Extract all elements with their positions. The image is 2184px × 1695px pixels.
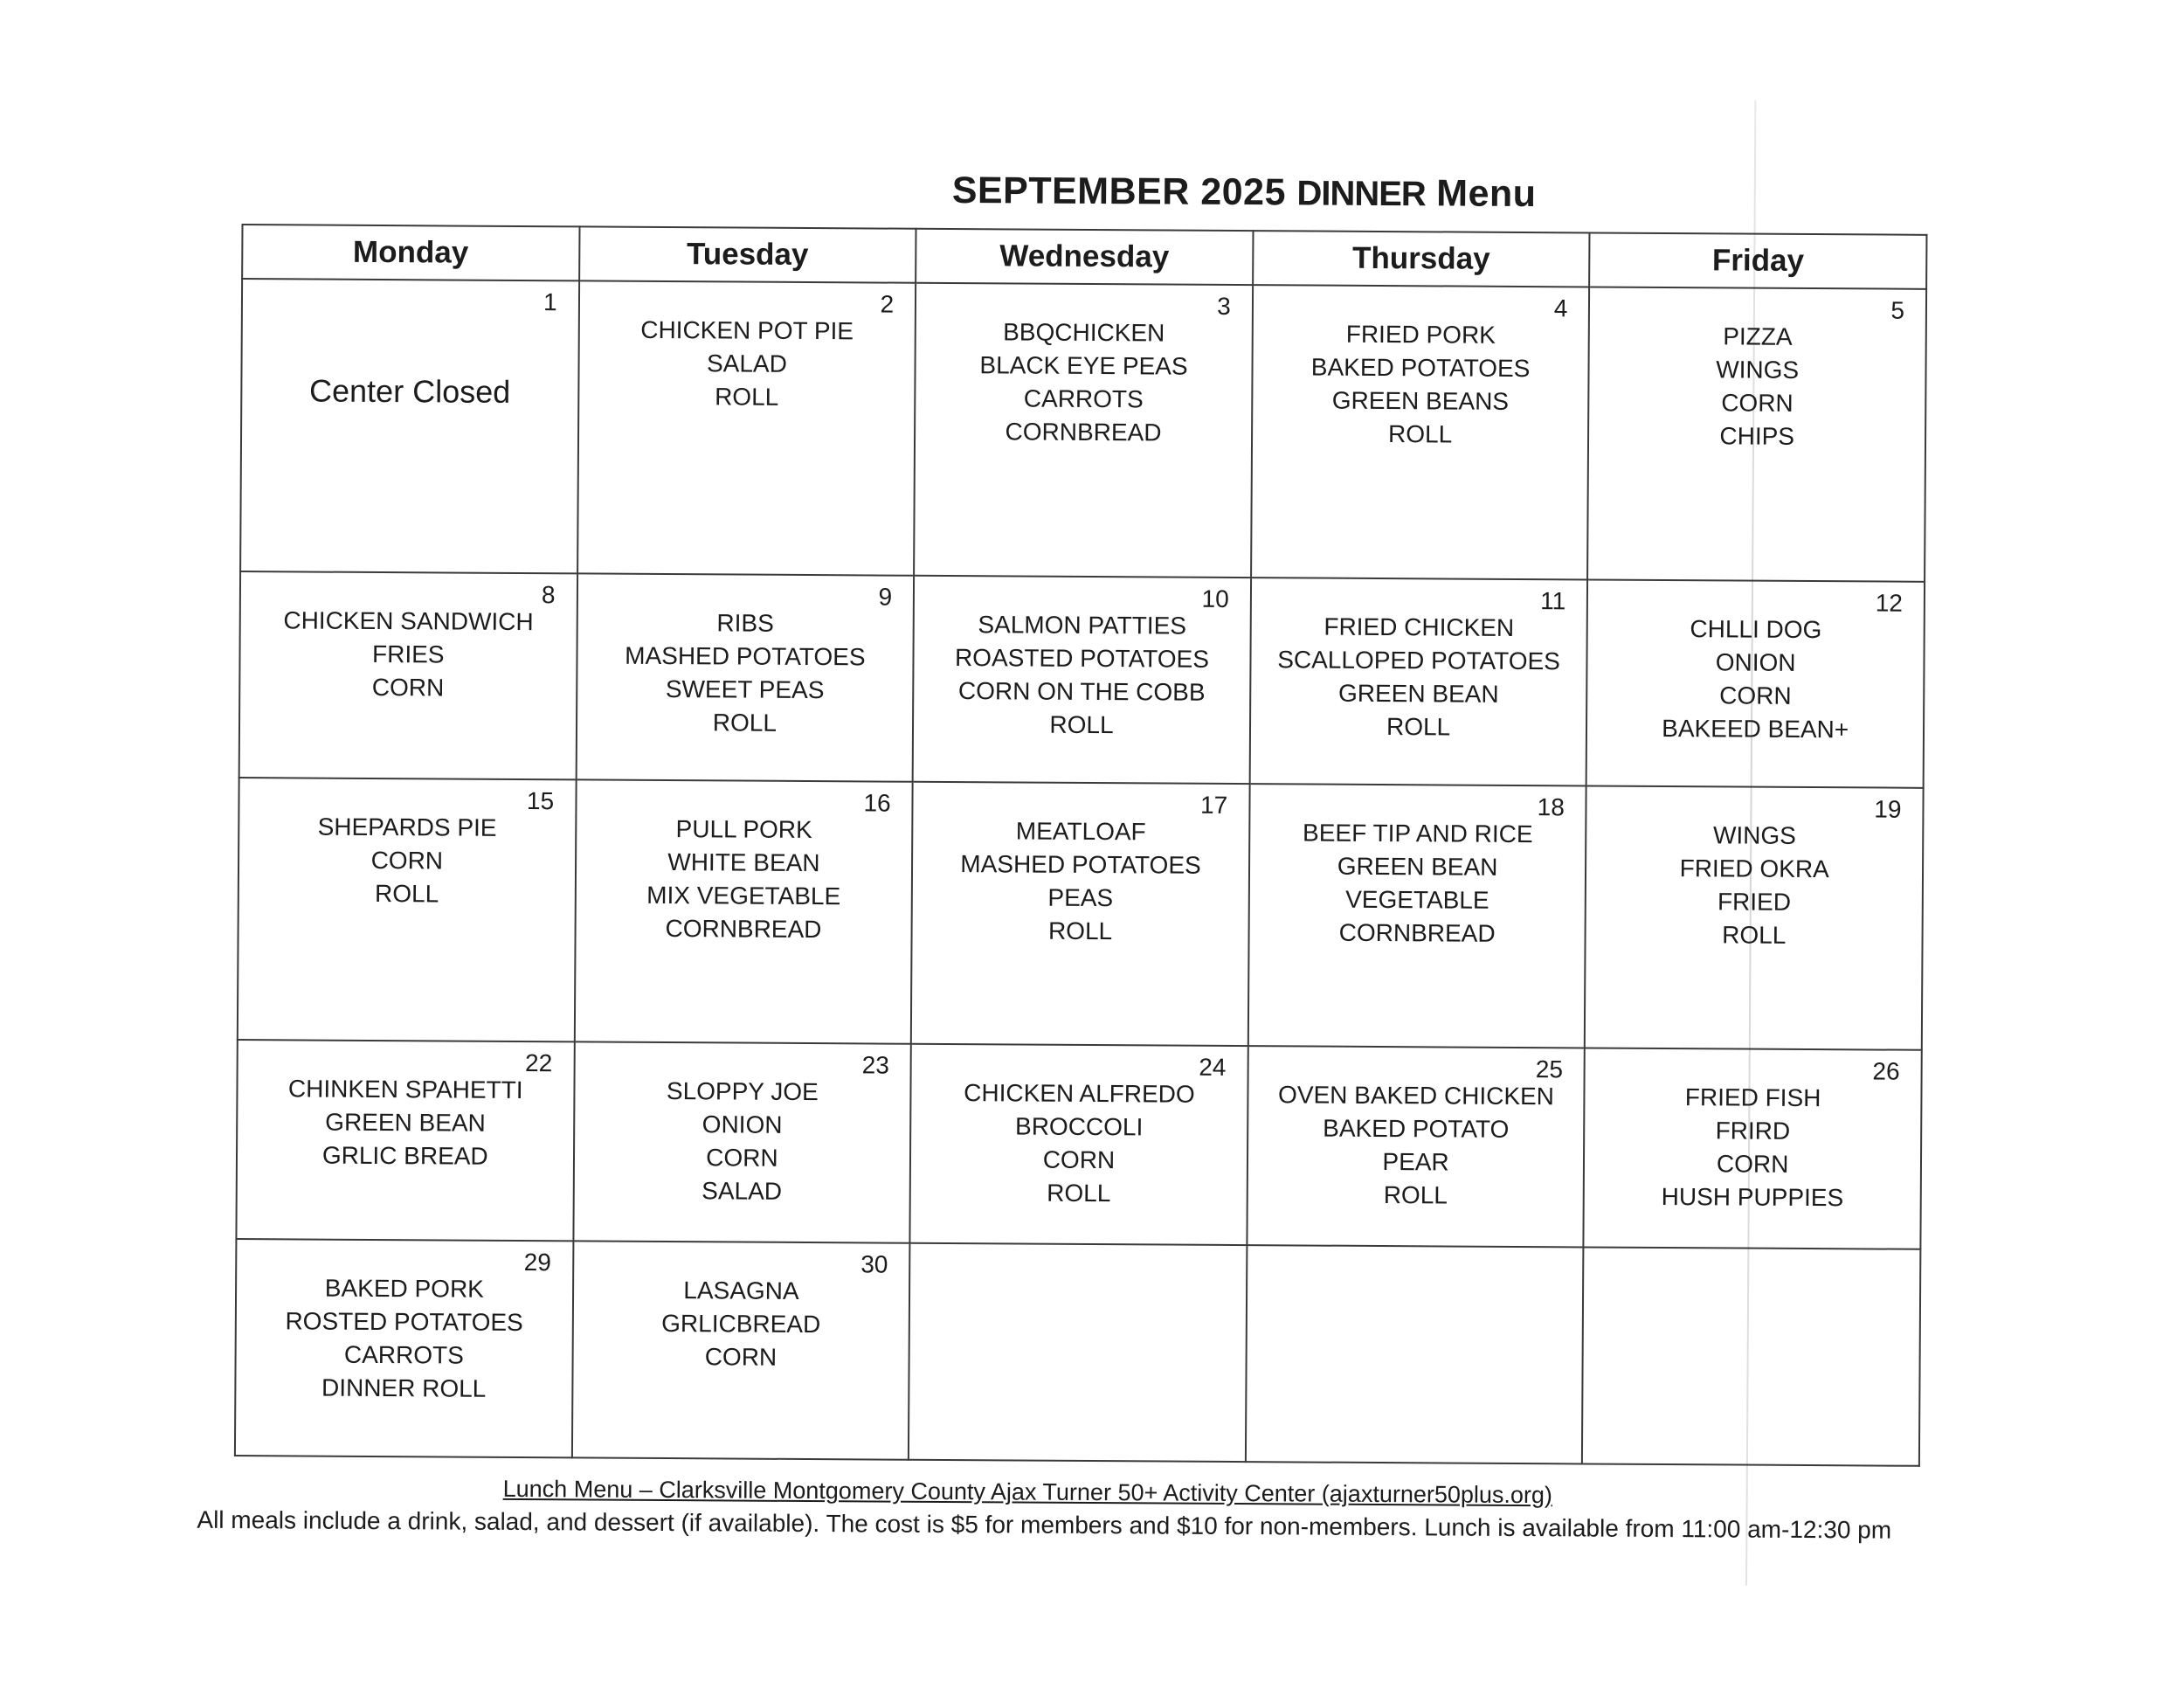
day-cell (239, 571, 577, 779)
day-cell (1582, 1247, 1920, 1465)
title-menu-word: Menu (1436, 172, 1537, 216)
calendar-body (235, 279, 1926, 1466)
day-cell (1246, 1245, 1584, 1463)
meal-item: PEAR (1382, 1148, 1449, 1176)
day-number: 2 (880, 290, 895, 318)
meal-list (1586, 786, 1923, 952)
title-meal-word: DINNER (1296, 174, 1426, 214)
day-number: 24 (1199, 1053, 1227, 1081)
day-number: 23 (861, 1051, 889, 1079)
meal-item: HUSH PUPPIES (1661, 1182, 1844, 1212)
meal-list (1589, 287, 1925, 453)
meal-item: CARROTS (1023, 384, 1144, 413)
day-number: 11 (1540, 587, 1566, 615)
meal-item: MASHED POTATOES (960, 850, 1201, 879)
day-cell (1247, 1046, 1585, 1247)
meal-item: CORNBREAD (1338, 918, 1496, 947)
day-cell (910, 1044, 1248, 1245)
day-number: 17 (1200, 791, 1228, 819)
meal-item: BAKED POTATOES (1310, 353, 1531, 383)
meal-item: BAKED POTATO (1323, 1114, 1510, 1143)
meal-item: ROLL (712, 709, 778, 737)
meal-item: ROASTED POTATOES (954, 644, 1210, 673)
meal-item: CORN (706, 1144, 778, 1172)
meal-item: SCALLOPED POTATOES (1277, 646, 1560, 675)
meal-item: CORNBREAD (665, 915, 822, 944)
meal-item: CHIPS (1719, 422, 1795, 450)
day-number: 1 (543, 288, 557, 316)
meal-item: CORN (1042, 1145, 1116, 1174)
meal-item: ROLL (1722, 921, 1787, 949)
week-row (235, 1239, 1920, 1466)
meal-list (916, 284, 1252, 450)
meal-item: BROCCOLI (1014, 1112, 1144, 1141)
meal-item: BBQCHICKEN (1003, 318, 1165, 347)
day-cell (577, 280, 916, 575)
meal-list (1248, 1246, 1583, 1279)
meal-item: CORNBREAD (1005, 418, 1162, 446)
week-row (238, 778, 1924, 1050)
meal-list (576, 780, 912, 946)
meal-item: MASHED POTATOES (625, 641, 866, 671)
meal-item: ONION (1715, 648, 1796, 676)
title-month-year: SEPTEMBER 2025 (951, 170, 1287, 214)
menu-calendar (234, 224, 1928, 1467)
meal-item: GREEN BEAN (1337, 679, 1499, 708)
meal-item: SHEPARDS PIE (317, 813, 497, 841)
meal-list (1585, 1048, 1921, 1214)
meal-item: PULL PORK (675, 815, 812, 844)
meal-item: ROLL (374, 879, 439, 908)
day-cell (571, 1241, 909, 1459)
weekday-header: Thursday (1253, 231, 1590, 287)
meal-item: WINGS (1716, 356, 1800, 384)
meal-item: SWEET PEAS (665, 675, 825, 704)
meal-item: WHITE BEAN (667, 848, 820, 877)
meal-list (911, 1045, 1248, 1211)
day-cell (1251, 285, 1590, 579)
day-cell (240, 279, 579, 573)
meal-item: CHLLI DOG (1690, 615, 1822, 644)
meal-list (913, 783, 1249, 949)
meal-item: CHICKEN ALFREDO (964, 1079, 1195, 1108)
meal-item: MEATLOAF (1015, 817, 1146, 846)
meal-list (238, 1041, 574, 1173)
meal-item: FRIRD (1715, 1117, 1791, 1145)
meal-list (579, 281, 916, 414)
day-number: 10 (1201, 585, 1229, 612)
day-cell (1584, 1048, 1922, 1249)
meal-item: DINNER ROLL (321, 1373, 487, 1402)
meal-list (914, 577, 1250, 743)
meal-list (239, 778, 576, 911)
day-cell (1587, 287, 1926, 581)
meal-list (242, 409, 577, 442)
meal-item: ROLL (1047, 917, 1113, 945)
meal-item: CARROTS (343, 1340, 464, 1369)
meal-list (1585, 1248, 1920, 1281)
meal-item: VEGETABLE (1345, 885, 1489, 914)
meal-item: GREEN BEAN (325, 1108, 486, 1137)
day-number: 25 (1535, 1055, 1564, 1083)
weekday-header: Tuesday (579, 226, 916, 282)
meal-list (1587, 580, 1924, 746)
day-number: 22 (525, 1049, 553, 1077)
meal-item: BAKED PORK (324, 1274, 485, 1303)
meal-item: CHICKEN POT PIE (640, 315, 854, 345)
day-cell (574, 779, 912, 1043)
day-cell (911, 782, 1249, 1046)
meal-list (1249, 785, 1586, 951)
day-number: 8 (541, 581, 556, 609)
menu-title (952, 170, 1546, 216)
day-number: 5 (1890, 296, 1905, 324)
day-number: 9 (878, 583, 893, 611)
meal-item: FRIED FISH (1684, 1083, 1821, 1112)
meal-item: OVEN BAKED CHICKEN (1278, 1081, 1555, 1110)
footer-center-line: Lunch Menu – Clarksville Montgomery County Ajax Turner 50+ Activity Center (ajaxturner50plus.org) (502, 1475, 1553, 1509)
meal-list (910, 1244, 1246, 1277)
weekday-header: Friday (1589, 232, 1926, 288)
meal-item: CORN (1719, 681, 1792, 709)
day-cell (1249, 578, 1587, 785)
day-number: 3 (1217, 292, 1231, 320)
day-cell (236, 1040, 574, 1241)
day-number: 15 (526, 787, 555, 815)
meal-item: CORN (704, 1343, 778, 1371)
meal-item: ROLL (1383, 1181, 1448, 1209)
meal-item: SALAD (706, 349, 787, 377)
meal-list (1253, 286, 1589, 452)
meal-item: ROLL (715, 383, 779, 411)
week-row (240, 279, 1926, 582)
meal-item: WINGS (1712, 821, 1797, 849)
day-cell (573, 1041, 911, 1242)
meal-item: FRIED (1717, 888, 1792, 916)
meal-item: SALMON PATTIES (978, 611, 1187, 640)
day-number: 16 (863, 789, 891, 817)
meal-item: CORN (1721, 389, 1794, 417)
meal-item: GREEN BEAN (1337, 852, 1498, 881)
meal-list (574, 1042, 910, 1208)
day-cell (238, 778, 576, 1041)
day-cell (1586, 579, 1925, 787)
meal-item: BLACK EYE PEAS (979, 351, 1188, 380)
meal-list (577, 574, 914, 740)
weekday-header: Wednesday (916, 229, 1253, 285)
weekday-header-row (242, 225, 1926, 289)
meal-item: CHINKEN SPAHETTI (287, 1075, 523, 1104)
day-cell (576, 573, 914, 781)
meal-list (573, 1242, 909, 1374)
meal-item: FRIES (371, 640, 445, 668)
meal-item: MIX VEGETABLE (646, 881, 841, 910)
meal-list (1248, 1047, 1584, 1213)
meal-item: ROSTED POTATOES (285, 1307, 523, 1337)
meal-item: SALAD (702, 1177, 783, 1205)
meal-list (240, 572, 577, 705)
meal-item: GRLIC BREAD (321, 1141, 488, 1170)
meal-item: ROLL (1049, 710, 1114, 739)
weekday-header: Monday (242, 225, 579, 280)
day-number: 4 (1553, 294, 1568, 322)
day-note: Center Closed (308, 372, 511, 410)
meal-item: CORN ON THE COBB (957, 677, 1206, 706)
meal-item: SLOPPY JOE (666, 1077, 819, 1106)
day-cell (913, 576, 1251, 784)
footer-meal-info: All meals include a drink, salad, and dessert (if available). The cost is $5 for members and $10 for non-members. Lunch is available from 11:00 am-12:30 pm (197, 1505, 1892, 1544)
meal-item: PEAS (1047, 883, 1114, 912)
meal-item: ROLL (1047, 1179, 1111, 1207)
meal-item: ROLL (1387, 420, 1453, 448)
week-row (236, 1040, 1921, 1249)
meal-item: FRIED CHICKEN (1324, 612, 1515, 641)
day-number: 29 (523, 1249, 551, 1276)
meal-list (236, 1240, 572, 1406)
day-number: 19 (1874, 795, 1902, 823)
week-row (239, 571, 1925, 788)
day-cell (1585, 785, 1923, 1049)
meal-item: RIBS (716, 609, 774, 637)
day-cell (1248, 784, 1586, 1048)
day-number: 26 (1872, 1057, 1900, 1085)
meal-item: ROLL (1386, 713, 1451, 741)
meal-item: FRIED PORK (1345, 320, 1496, 349)
day-cell (235, 1239, 573, 1457)
day-cell (914, 283, 1253, 578)
meal-item: GRLICBREAD (661, 1309, 821, 1339)
meal-item: LASAGNA (683, 1276, 799, 1304)
meal-item: GREEN BEANS (1331, 386, 1510, 415)
meal-item: ONION (702, 1110, 783, 1138)
meal-item: CORN (370, 846, 444, 875)
meal-item: CORN (1716, 1150, 1789, 1178)
meal-item: CHICKEN SANDWICH (283, 606, 534, 636)
day-number: 18 (1537, 793, 1565, 821)
day-cell (909, 1243, 1247, 1462)
day-number: 12 (1875, 589, 1904, 617)
meal-item: BAKEED BEAN+ (1662, 714, 1849, 744)
meal-item: FRIED OKRA (1679, 854, 1829, 883)
meal-item: CORN (371, 673, 445, 702)
meal-list (1251, 578, 1587, 744)
meal-item: BEEF TIP AND RICE (1303, 819, 1533, 848)
day-number: 30 (860, 1250, 888, 1278)
meal-item: PIZZA (1723, 322, 1793, 350)
